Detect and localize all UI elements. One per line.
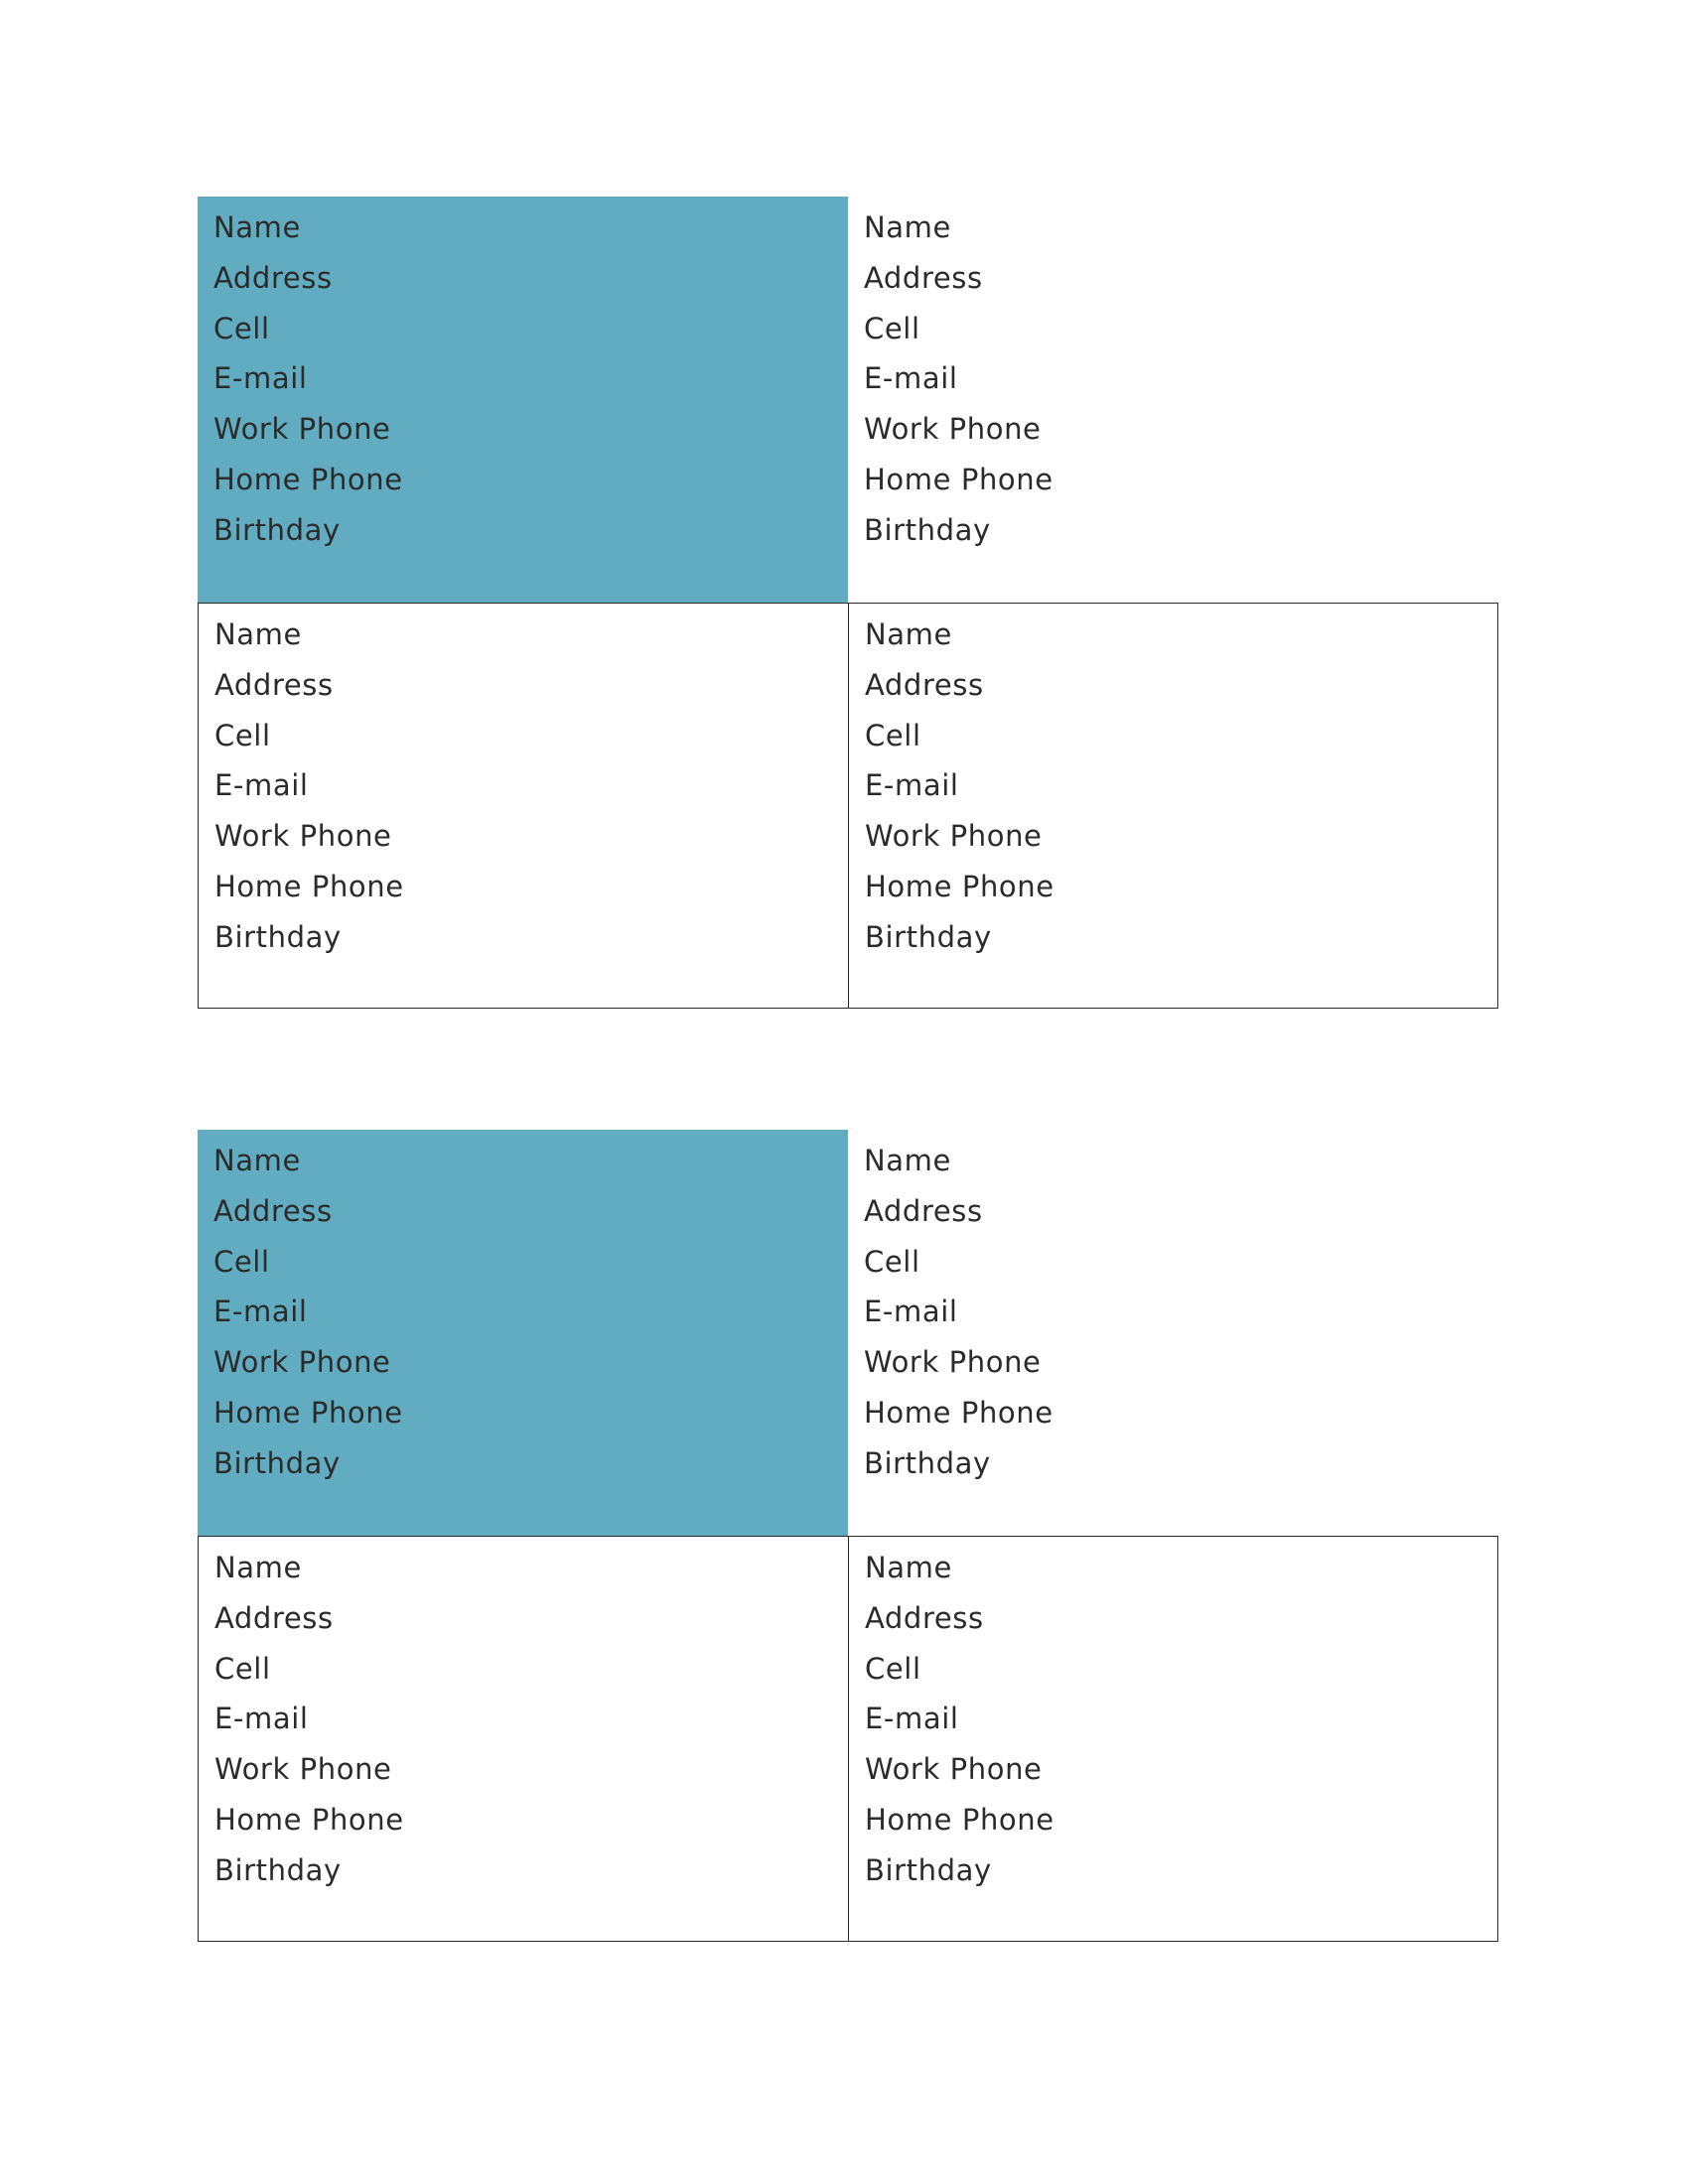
contact-card <box>198 1536 848 1942</box>
address-label: Address <box>864 1193 983 1228</box>
address-label: Address <box>213 260 333 295</box>
birthday-label: Birthday <box>864 512 991 547</box>
name-label: Name <box>864 210 951 244</box>
address-label: Address <box>214 1600 334 1635</box>
contact-sheet-2 <box>198 1130 1498 1887</box>
email-label: E-mail <box>865 1702 959 1736</box>
address-label: Address <box>213 1193 333 1228</box>
contact-sheet-1 <box>198 197 1498 954</box>
work-phone-label: Work Phone <box>213 412 391 447</box>
name-label: Name <box>213 210 301 244</box>
cell-label: Cell <box>865 718 921 752</box>
contact-card <box>848 603 1498 1009</box>
birthday-label: Birthday <box>865 1852 992 1887</box>
address-label: Address <box>865 1600 984 1635</box>
cell-label: Cell <box>214 1651 271 1686</box>
address-label: Address <box>864 260 983 295</box>
email-label: E-mail <box>864 361 958 396</box>
cell-label: Cell <box>865 1651 921 1686</box>
birthday-label: Birthday <box>864 1445 991 1480</box>
work-phone-label: Work Phone <box>213 1345 391 1380</box>
home-phone-label: Home Phone <box>214 1802 404 1837</box>
cell-label: Cell <box>864 1244 920 1279</box>
birthday-label: Birthday <box>214 919 342 954</box>
email-label: E-mail <box>213 1295 308 1329</box>
home-phone-label: Home Phone <box>213 462 403 496</box>
email-label: E-mail <box>214 768 309 803</box>
cell-label: Cell <box>213 1244 270 1279</box>
home-phone-label: Home Phone <box>865 869 1055 903</box>
home-phone-label: Home Phone <box>865 1802 1055 1837</box>
address-label: Address <box>865 667 984 702</box>
name-label: Name <box>865 617 952 651</box>
name-label: Name <box>214 617 302 651</box>
contact-card <box>198 1130 848 1536</box>
contact-card <box>848 1130 1498 1536</box>
cell-label: Cell <box>213 311 270 345</box>
name-label: Name <box>214 1551 302 1584</box>
work-phone-label: Work Phone <box>865 819 1043 854</box>
home-phone-label: Home Phone <box>864 462 1054 496</box>
address-label: Address <box>214 667 334 702</box>
contact-card <box>848 1536 1498 1942</box>
email-label: E-mail <box>865 768 959 803</box>
work-phone-label: Work Phone <box>214 1752 392 1787</box>
contact-card <box>198 603 848 1009</box>
birthday-label: Birthday <box>214 1852 342 1887</box>
name-label: Name <box>865 1551 952 1584</box>
name-label: Name <box>213 1144 301 1177</box>
home-phone-label: Home Phone <box>214 869 404 903</box>
email-label: E-mail <box>213 361 308 396</box>
home-phone-label: Home Phone <box>864 1395 1054 1430</box>
work-phone-label: Work Phone <box>864 412 1042 447</box>
work-phone-label: Work Phone <box>865 1752 1043 1787</box>
birthday-label: Birthday <box>213 512 341 547</box>
name-label: Name <box>864 1144 951 1177</box>
cell-label: Cell <box>864 311 920 345</box>
contact-card <box>198 197 848 603</box>
birthday-label: Birthday <box>213 1445 341 1480</box>
email-label: E-mail <box>214 1702 309 1736</box>
home-phone-label: Home Phone <box>213 1395 403 1430</box>
work-phone-label: Work Phone <box>864 1345 1042 1380</box>
email-label: E-mail <box>864 1295 958 1329</box>
contact-card <box>848 197 1498 603</box>
birthday-label: Birthday <box>865 919 992 954</box>
work-phone-label: Work Phone <box>214 819 392 854</box>
cell-label: Cell <box>214 718 271 752</box>
